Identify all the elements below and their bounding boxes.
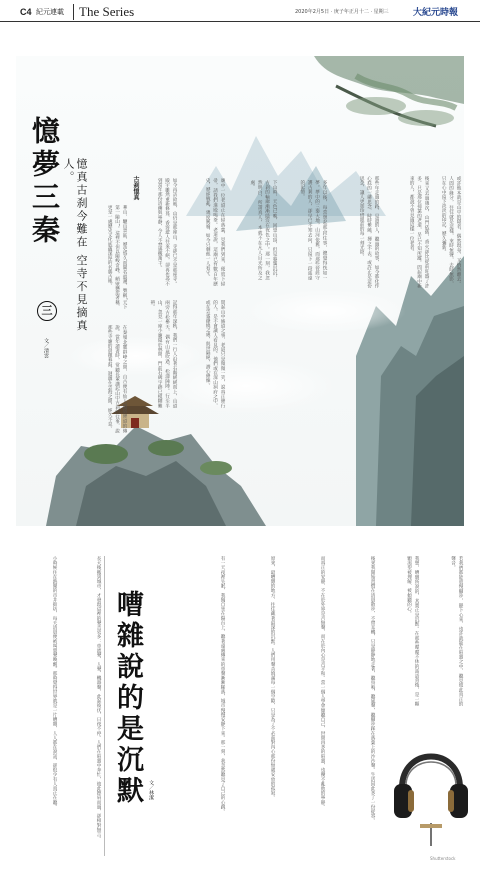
story1-author: 文／清雲 [43, 338, 49, 358]
story2-column: 小時候住在熱鬧的市井街坊，每天清晨便被叫賣聲喚醒。那時覺得世界就是一片嘈雜，人人都在說話，卻很少有人真正在聽。 [52, 556, 57, 809]
issue-date: 2020年2月5日 · 庚子年正月十二 · 星期三 [295, 9, 389, 15]
story2-column: 我想，嘈雜所說的，其實正是沉默。在那些喋喋不休的話語背後，是一顆顆渴望被理解、被傾聽的心。 [406, 556, 419, 706]
story1-column: 那些年走過的路，見過的人，聽過的故事，如今都化作心底的一縷思念，時時縈繞，揮之不去。或許正是這份思念，讓人更加珍惜眼前的每一刻光陰。 [359, 176, 379, 288]
photo-credit: Shutterstock [430, 856, 456, 861]
episode-number: 三 [37, 301, 57, 321]
column-divider [104, 556, 105, 856]
story2-column: 原來，最嘈雜的地方，往往藏著最深的沉默。人們用聲音填滿每一個空隙，只是為了不必面對內心那份無處安放的孤寂。 [270, 556, 275, 800]
story2-column: 長大後搬到城市，才發現這裡的聲音更多：車流聲、人聲、機器聲，此起彼伏，日夜不停。人們在喧囂中奔忙，彼此擦肩而過，卻相對無言。 [96, 556, 101, 842]
story2-title: 嘈雜說的是沉默 [112, 590, 143, 807]
story1-subtitle: 憶真古刹今難在 空寺不見摘真人。 [62, 158, 88, 333]
section-name: 紀元連載 [36, 8, 64, 16]
story1-column: 問起山中修道之事，老道只是微微一笑，說真正修行的人，是不會讓人看見的。他們或在深山洞府之中，或在雲霧繚繞之處，與世隔絕，潛心修煉。 [205, 300, 225, 408]
story2-column: 後來我開始習慣在清晨散步，不帶耳機，只是靜靜地走著，聽鳥鳴，聽風聲，聽腳步踩在落葉上的沙沙聲。生活因此多了一份從容。 [370, 556, 375, 823]
story2-column: 有一天夜裡失眠，我獨自坐在陽台上，聽著遠處傳來的車聲漸漸稀落，城市慢慢安靜下來。那一刻，我忽然聽見了自己的心跳。 [220, 556, 225, 814]
headphones-illustration [392, 728, 470, 848]
story1-column: 如今再訪故地，山仍是那座山，寺卻已不是那座寺。殿宇雖然重新修葺，香客遊人往來不絕，卻再也尋不到當年那份清幽與寧靜，令人不禁感慨萬千。 [157, 178, 177, 286]
story1-column: 下山時，天色已晚，回望山頂，但見暮靄沉沉，古剎的輪廓漸漸隱沒在夜色之中。那一刻，我忽然明白，所謂真人，本就不在凡人目光所及之處。 [249, 180, 277, 280]
series-title: The Series [73, 4, 134, 20]
story2-column: 而真正的安靜，不在於外界是否無聲，而在於內心是否平和。當一個人學會傾聽自己，世間再多的喧囂，也擾不亂他的寧靜。 [320, 556, 325, 809]
story2-author: 文／林潔 [148, 780, 154, 800]
story1-column: 後來又去過幾次，山門依舊，香火卻比從前旺盛了許多。只是那位掃葉的老道，早已不知所蹤。問起廟中新來的人，都說不曾見過這樣一位老者。 [409, 176, 429, 288]
story1-column: 在秦嶺北麓群峰之間，自古便有仙人隱居修道的傳說。當年讀書時，常聽長輩講起山中古剎的往事，說那些寺廟的晨鐘暮鼓，迴盪在雲海之間，經久不息。 [107, 325, 127, 433]
story1-column: 華山、驪山景區，歷史悠久而聞名遐邇，號稱“天下第一險山”。這裡不但以險峻奇峰，峭壁懸崖著稱，更是一處歷史文化底蘊深厚的名勝古地。 [107, 205, 127, 309]
story1-title: 憶夢三秦 [28, 116, 61, 248]
story1-column: 多年以後，每當想起那段往事，總覺得恍如一夢。夢中的三秦大地，山河依舊，而那些曾經守護古剎的人，卻早已不知去向，只留下一段遙遠的記憶。 [299, 180, 327, 280]
page-number: C4 [20, 7, 32, 17]
newspaper-logo: 大紀元時報 [413, 8, 459, 18]
page-header [0, 0, 480, 22]
story1-column: 記得那年深秋，我們一行人沿著石階緩緩而上，山道兩旁古松參天，偶有山風吹過，松濤陣陣。行至半山，忽見一座小廟隱於林間，門前石碑字跡已模糊難辨。 [149, 300, 177, 408]
story1-column: 或許他本就是山中的隱者，偶然現身，又悄然離去。人間的緣分，往往就是這樣，來時無聲，去時無影，只在心中留下淡淡的印記，歷久彌新。 [441, 176, 461, 286]
story1-section-head: 古刹憶真 [132, 176, 139, 200]
story1-column: 廟中一位老道正在掃落葉，見我們到來，便放下掃帚，請我們進殿喝茶。老道說，這廟已有數百年歷史，歷經戰亂，幾度興廢，如今只剩他一人看守。 [205, 178, 225, 286]
story2-column: 若我們都能放慢腳步，靜下心來，也許就能在喧囂之中，聽見彼此真正的聲音。 [450, 556, 463, 706]
